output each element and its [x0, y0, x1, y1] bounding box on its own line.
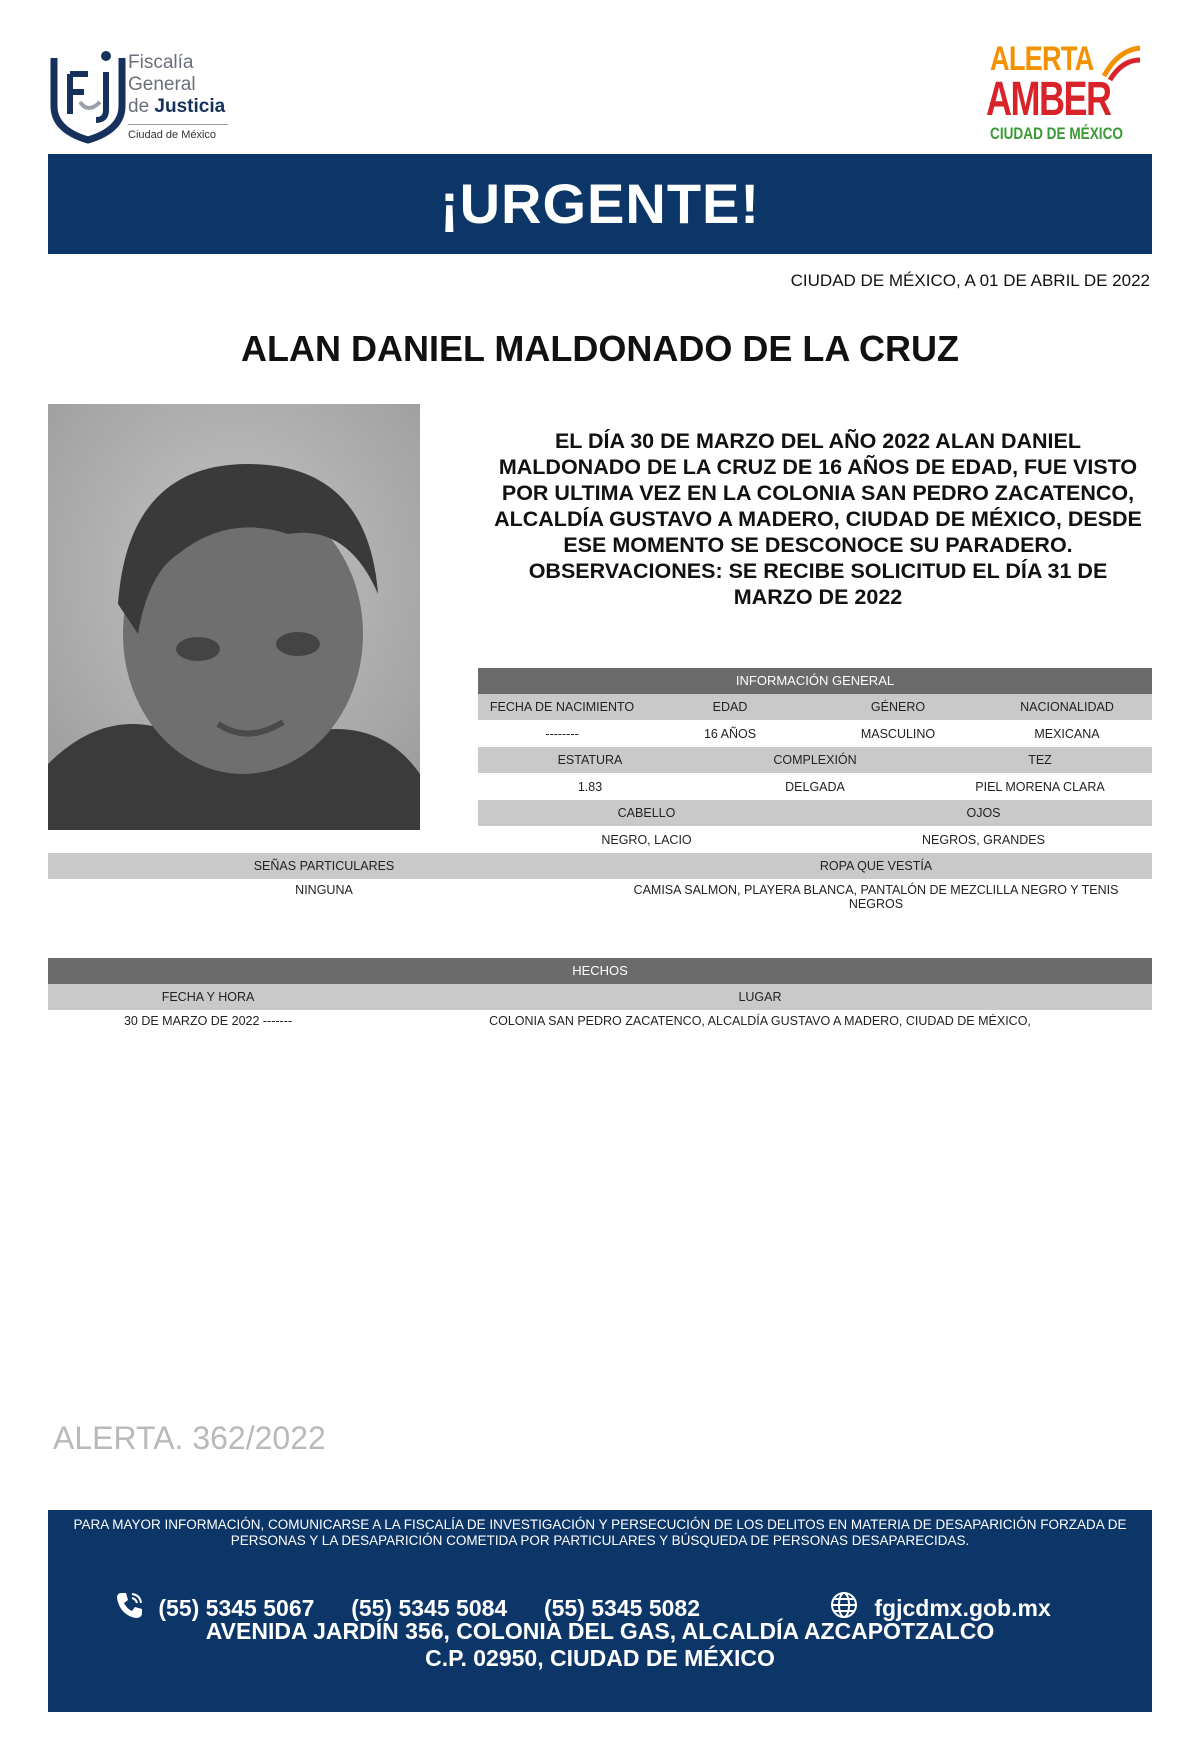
value-hair: NEGRO, LACIO — [601, 832, 692, 847]
missing-person-photo — [48, 404, 420, 830]
urgent-banner: ¡URGENTE! — [48, 154, 1152, 254]
facts-headers — [48, 984, 1152, 1010]
particulars-headers — [48, 853, 1152, 879]
description-body: EL DÍA 30 DE MARZO DEL AÑO 2022 ALAN DANIEL MALDONADO DE LA CRUZ DE 16 AÑOS DE EDAD, FUE VISTO POR ULTIMA VEZ EN LA COLONIA SAN PEDRO ZACATENCO, ALCALDÍA GUSTAVO A MADERO, CIUDAD DE MÉXICO, DESDE ESE MOMENTO SE DESCONOCE SU PARADERO. — [494, 429, 1142, 557]
header-skin: TEZ — [1028, 753, 1052, 767]
header-height: ESTATURA — [557, 753, 623, 767]
header-age: EDAD — [712, 700, 748, 714]
value-marks: NINGUNA — [295, 883, 353, 897]
phone-1[interactable]: (55) 5345 5067 — [158, 1595, 315, 1621]
org-line-4: Ciudad de México — [128, 129, 217, 141]
person-name: ALAN DANIEL MALDONADO DE LA CRUZ — [241, 328, 959, 369]
footer-address — [48, 1618, 1152, 1672]
value-height: 1.83 — [577, 779, 603, 794]
header-hair: CABELLO — [617, 806, 676, 820]
header-datetime: FECHA Y HORA — [161, 990, 255, 1004]
general-info-table — [478, 668, 1152, 853]
alert-number: ALERTA. 362/2022 — [53, 1420, 326, 1456]
value-place: COLONIA SAN PEDRO ZACATENCO, ALCALDÍA GUSTAVO A MADERO, CIUDAD DE MÉXICO, — [489, 1014, 1031, 1028]
value-birthdate: -------- — [545, 726, 579, 741]
general-info-row1-headers — [478, 694, 1152, 720]
header-build: COMPLEXIÓN — [773, 753, 857, 767]
amber-word-amber: AMBER — [986, 73, 1111, 126]
globe-icon — [828, 1590, 860, 1620]
facts-table — [48, 958, 1152, 1032]
amber-word-ciudad: CIUDAD DE MÉXICO — [990, 124, 1123, 143]
value-skin: PIEL MORENA CLARA — [975, 779, 1105, 794]
phone-3[interactable]: (55) 5345 5082 — [543, 1595, 700, 1621]
case-description — [488, 428, 1148, 610]
value-datetime: 30 DE MARZO DE 2022 ------- — [123, 1014, 293, 1028]
value-gender: MASCULINO — [860, 726, 936, 741]
general-info-row1-values — [478, 720, 1152, 747]
fgj-emblem-icon — [48, 44, 128, 148]
org-line-3-prefix: de — [128, 96, 150, 117]
alerta-amber-logo — [986, 40, 1150, 150]
date-line: CIUDAD DE MÉXICO, A 01 DE ABRIL DE 2022 — [790, 271, 1150, 290]
general-info-row3-headers — [478, 800, 1152, 826]
org-line-1: Fiscalía — [128, 52, 194, 73]
org-line-2: General — [128, 74, 196, 95]
org-name — [128, 52, 225, 146]
phone-icon — [114, 1590, 144, 1620]
value-age: 16 AÑOS — [703, 726, 757, 741]
general-info-title: INFORMACIÓN GENERAL — [478, 668, 1152, 694]
general-info-row2-headers — [478, 747, 1152, 773]
facts-title: HECHOS — [48, 958, 1152, 984]
general-info-row3-values — [478, 826, 1152, 853]
org-divider — [128, 124, 228, 125]
value-nationality: MEXICANA — [1034, 726, 1100, 741]
address-line-1: AVENIDA JARDÍN 356, COLONIA DEL GAS, ALCALDÍA AZCAPOTZALCO — [205, 1618, 995, 1644]
general-info-row2-values — [478, 773, 1152, 800]
header-gender: GÉNERO — [870, 700, 926, 714]
facts-values — [48, 1010, 1152, 1032]
header-marks: SEÑAS PARTICULARES — [253, 859, 395, 873]
contact-footer — [48, 1510, 1152, 1712]
amber-word-alerta: ALERTA — [990, 40, 1094, 78]
header-eyes: OJOS — [966, 806, 1001, 820]
value-clothing: CAMISA SALMON, PLAYERA BLANCA, PANTALÓN DE MEZCLILLA NEGRO Y TENIS NEGROS — [633, 883, 1119, 911]
org-line-3 — [128, 96, 225, 118]
website-link[interactable]: fgjcdmx.gob.mx — [874, 1595, 1051, 1621]
value-eyes: NEGROS, GRANDES — [922, 832, 1045, 847]
org-line-3-bold: Justicia — [154, 96, 226, 117]
particulars-values — [48, 879, 1152, 919]
header-birthdate: FECHA DE NACIMIENTO — [489, 700, 635, 714]
phone-2[interactable]: (55) 5345 5084 — [351, 1595, 508, 1621]
footer-info: PARA MAYOR INFORMACIÓN, COMUNICARSE A LA FISCALÍA DE INVESTIGACIÓN Y PERSECUCIÓN DE LOS DELITOS EN MATERIA DE DESAPARICIÓN FORZADA DE PERSONAS Y LA DESAPARICIÓN COMETIDA POR PARTICULARES Y BÚSQUEDA DE PERSONAS DESAPARECIDAS. — [73, 1517, 1127, 1548]
header-nationality: NACIONALIDAD — [1020, 700, 1114, 714]
particulars-table — [48, 853, 1152, 919]
header-clothing: ROPA QUE VESTÍA — [819, 859, 933, 873]
header-place: LUGAR — [738, 990, 782, 1004]
description-observations: OBSERVACIONES: SE RECIBE SOLICITUD EL DÍA 31 DE MARZO DE 2022 — [528, 559, 1108, 609]
address-line-2: C.P. 02950, CIUDAD DE MÉXICO — [425, 1645, 775, 1671]
value-build: DELGADA — [785, 779, 845, 794]
